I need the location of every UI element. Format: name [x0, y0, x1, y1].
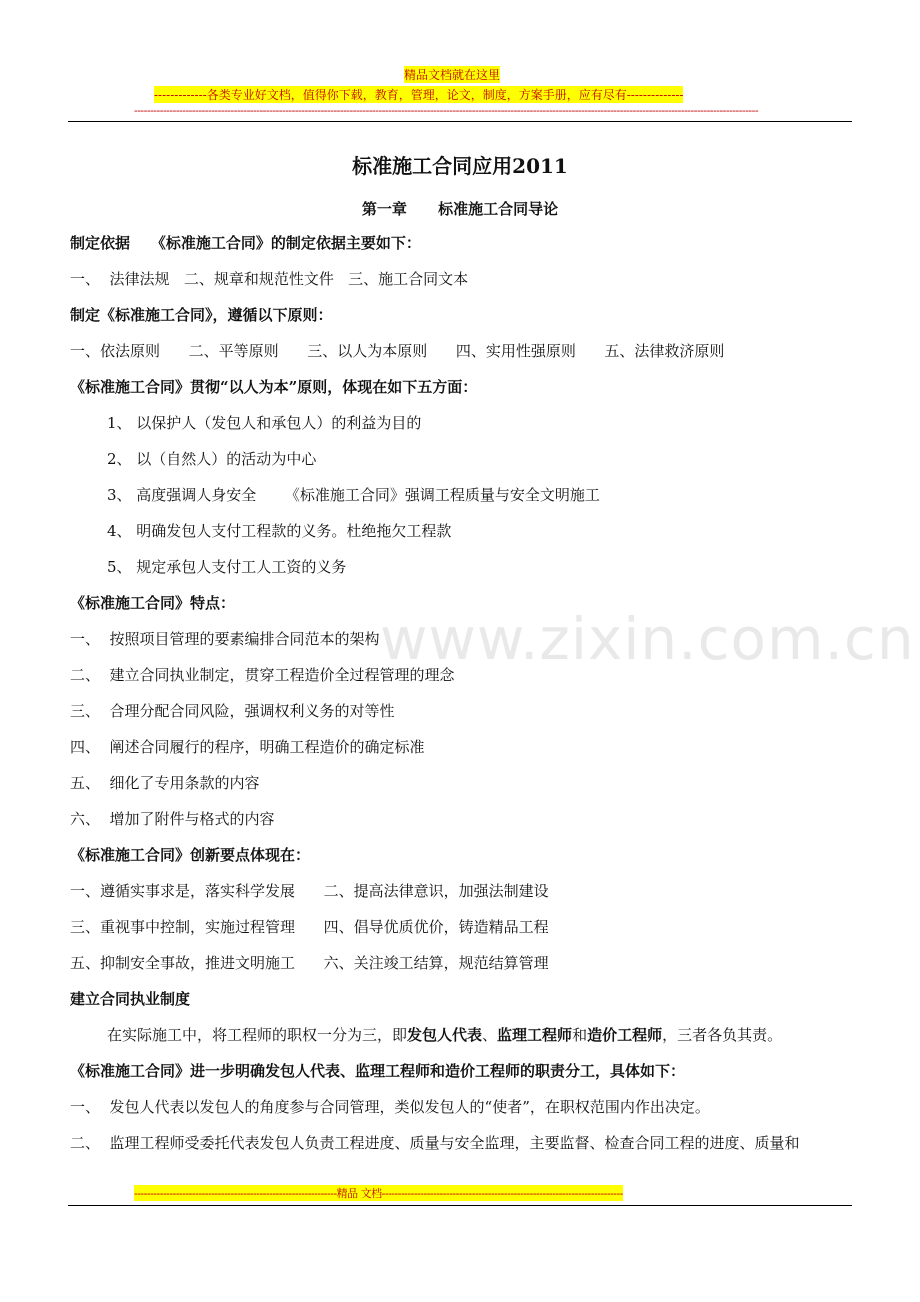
section-heading-duties: 《标准施工合同》进一步明确发包人代表、监理工程师和造价工程师的职责分工，具体如下： [70, 1062, 686, 1080]
section-heading-people-first: 《标准施工合同》贯彻“以人为本”原则，体现在如下五方面： [70, 378, 478, 396]
document-title: 标准施工合同应用2011 [352, 154, 568, 178]
section-heading-principles: 制定《标准施工合同》，遵循以下原则： [70, 306, 333, 324]
list-item: 一、 按照项目管理的要素编排合同范本的架构 [70, 630, 380, 648]
list-item: 五、 细化了专用条款的内容 [70, 774, 260, 792]
list-item: 5、 规定承包人支付工人工资的义务 [107, 558, 347, 576]
term-cost-engineer: 造价工程师 [587, 1026, 663, 1044]
list-item: 五、抑制安全事故，推进文明施工 六、关注竣工结算，规范结算管理 [70, 954, 549, 972]
footer-banner: ---------------------------------------------------------------精品 文档--------------------------------------------------------------------------- [134, 1187, 623, 1200]
list-item: 二、 建立合同执业制定，贯穿工程造价全过程管理的理念 [70, 666, 455, 684]
paragraph-text: ，三者各负其责。 [662, 1026, 783, 1044]
list-item: 2、 以（自然人）的活动为中心 [107, 450, 317, 468]
paragraph-text: 和 [572, 1026, 588, 1044]
term-employer-rep: 发包人代表 [407, 1026, 483, 1044]
list-item: 二、 监理工程师受委托代表发包人负责工程进度、质量与安全监理，主要监督、检查合同工程的进度、质量和 [70, 1134, 800, 1152]
list-item: 4、 明确发包人支付工程款的义务。杜绝拖欠工程款 [107, 522, 452, 540]
list-item: 一、遵循实事求是，落实科学发展 二、提高法律意识，加强法制建设 [70, 882, 549, 900]
list-item: 四、 阐述合同履行的程序，明确工程造价的确定标准 [70, 738, 425, 756]
chapter-heading: 第一章 标准施工合同导论 [361, 200, 559, 218]
section-heading-system: 建立合同执业制度 [70, 990, 191, 1008]
paragraph-text: 在实际施工中，将工程师的职权一分为三，即 [107, 1026, 408, 1044]
list-item: 三、 合理分配合同风险，强调权利义务的对等性 [70, 702, 395, 720]
list-item: 1、 以保护人（发包人和承包人）的利益为目的 [107, 414, 422, 432]
list-item: 六、 增加了附件与格式的内容 [70, 810, 275, 828]
paragraph-text: 、 [482, 1026, 498, 1044]
header-dashed-line: -------------------------------------------------------------------------------------------------------------------------------------------------------------------------------------------------- [134, 104, 759, 117]
section-heading-basis: 制定依据 《标准施工合同》的制定依据主要如下： [70, 234, 421, 252]
header-banner-title: 精品文档就在这里 [404, 68, 501, 82]
top-rule [68, 121, 852, 122]
list-item: 三、重视事中控制，实施过程管理 四、倡导优质优价，铸造精品工程 [70, 918, 549, 936]
list-item: 一、 发包人代表以发包人的角度参与合同管理，类似发包人的“使者”，在职权范围内作出决定。 [70, 1098, 710, 1116]
watermark: www.zixin.com.cn [380, 605, 915, 673]
term-supervising-engineer: 监理工程师 [497, 1026, 573, 1044]
list-item: 3、 高度强调人身安全 《标准施工合同》强调工程质量与安全文明施工 [107, 486, 600, 504]
section-heading-features: 《标准施工合同》特点： [70, 594, 236, 612]
list-item: 一、 法律法规 二、规章和规范性文件 三、施工合同文本 [70, 270, 469, 288]
bottom-rule [68, 1205, 852, 1206]
section-heading-innovations: 《标准施工合同》创新要点体现在： [70, 846, 311, 864]
header-banner-slogan: -------------各类专业好文档，值得你下载，教育，管理，论文，制度，方案手册，应有尽有-------------- [154, 88, 684, 102]
body-paragraph [107, 1025, 782, 1045]
list-item: 一、依法原则 二、平等原则 三、以人为本原则 四、实用性强原则 五、法律救济原则 [70, 342, 725, 360]
